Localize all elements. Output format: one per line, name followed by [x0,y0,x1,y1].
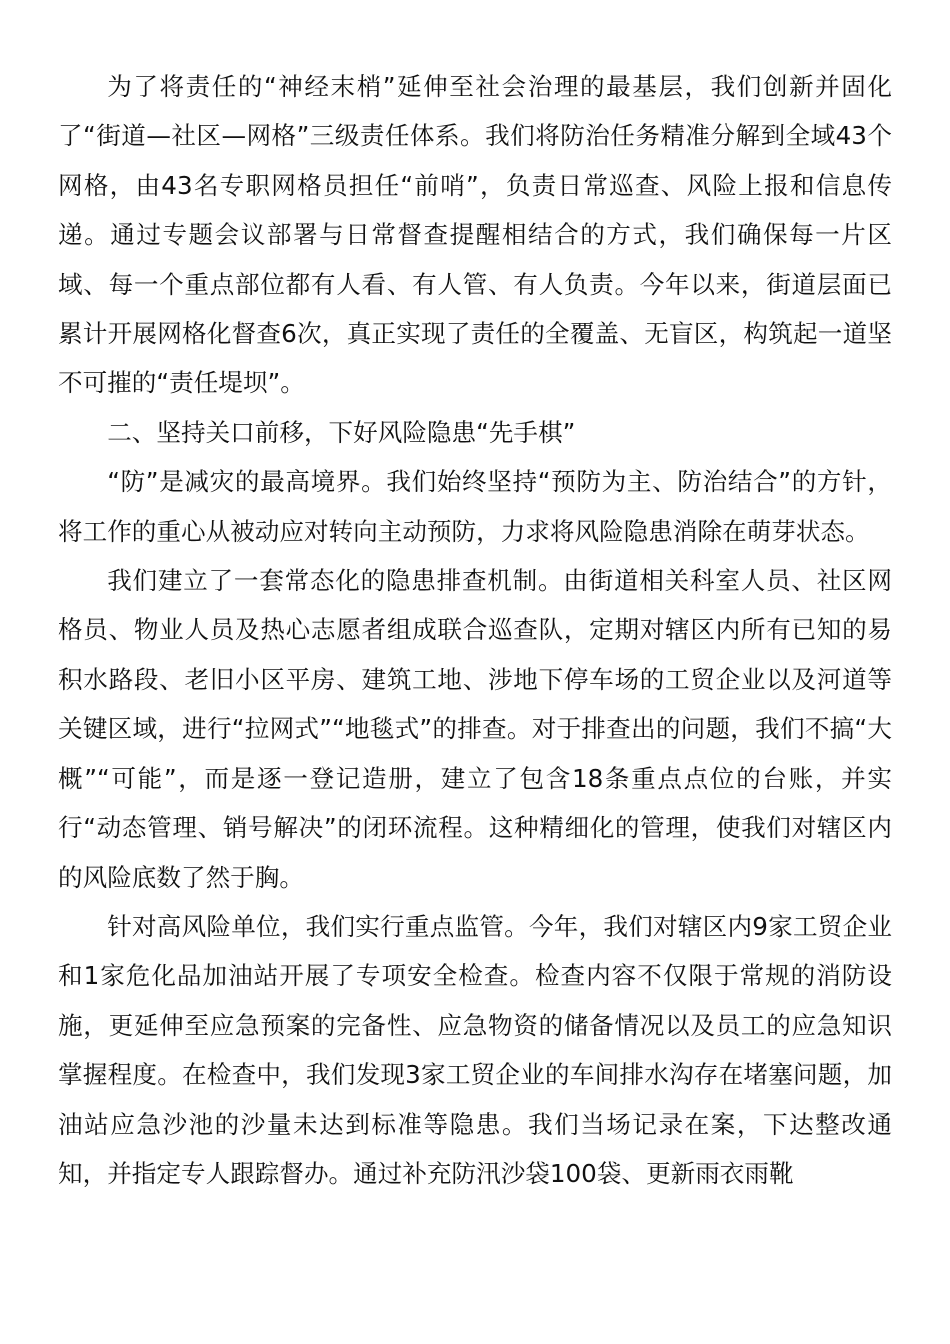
paragraph-inspection-mechanism: 我们建立了一套常态化的隐患排查机制。由街道相关科室人员、社区网格员、物业人员及热心志愿者组成联合巡查队，定期对辖区内所有已知的易积水路段、老旧小区平房、建筑工地、涉地下停车场的工贸企业以及河道等关键区域，进行“拉网式”“地毯式”的排查。对于排查出的问题，我们不搞“大概”“可能”，而是逐一登记造册，建立了包含18条重点点位的台账，并实行“动态管理、销号解决”的闭环流程。这种精细化的管理，使我们对辖区内的风险底数了然于胸。 [58,566,892,892]
paragraph-key-supervision: 针对高风险单位，我们实行重点监管。今年，我们对辖区内9家工贸企业和1家危化品加油站开展了专项安全检查。检查内容不仅限于常规的消防设施，更延伸至应急预案的完备性、应急物资的储备情况以及员工的应急知识掌握程度。在检查中，我们发现3家工贸企业的车间排水沟存在堵塞问题，加油站应急沙池的沙量未达到标准等隐患。我们当场记录在案，下达整改通知，并指定专人跟踪督办。通过补充防汛沙袋100袋、更新雨衣雨靴 [58,911,892,1188]
paragraph-responsibility-system: 为了将责任的“神经末梢”延伸至社会治理的最基层，我们创新并固化了“街道—社区—网格”三级责任体系。我们将防治任务精准分解到全域43个网格，由43名专职网格员担任“前哨”，负责日常巡查、风险上报和信息传递。通过专题会议部署与日常督查提醒相结合的方式，我们确保每一片区域、每一个重点部位都有人看、有人管、有人负责。今年以来，街道层面已累计开展网格化督查6次，真正实现了责任的全覆盖、无盲区，构筑起一道坚不可摧的“责任堤坝”。 [58,72,892,398]
paragraph-prevention-principle: “防”是减灾的最高境界。我们始终坚持“预防为主、防治结合”的方针，将工作的重心从被动应对转向主动预防，力求将风险隐患消除在萌芽状态。 [58,467,892,546]
section-heading-risk-prevention: 二、坚持关口前移，下好风险隐患“先手棋” [107,417,576,447]
document-body [58,62,892,1198]
